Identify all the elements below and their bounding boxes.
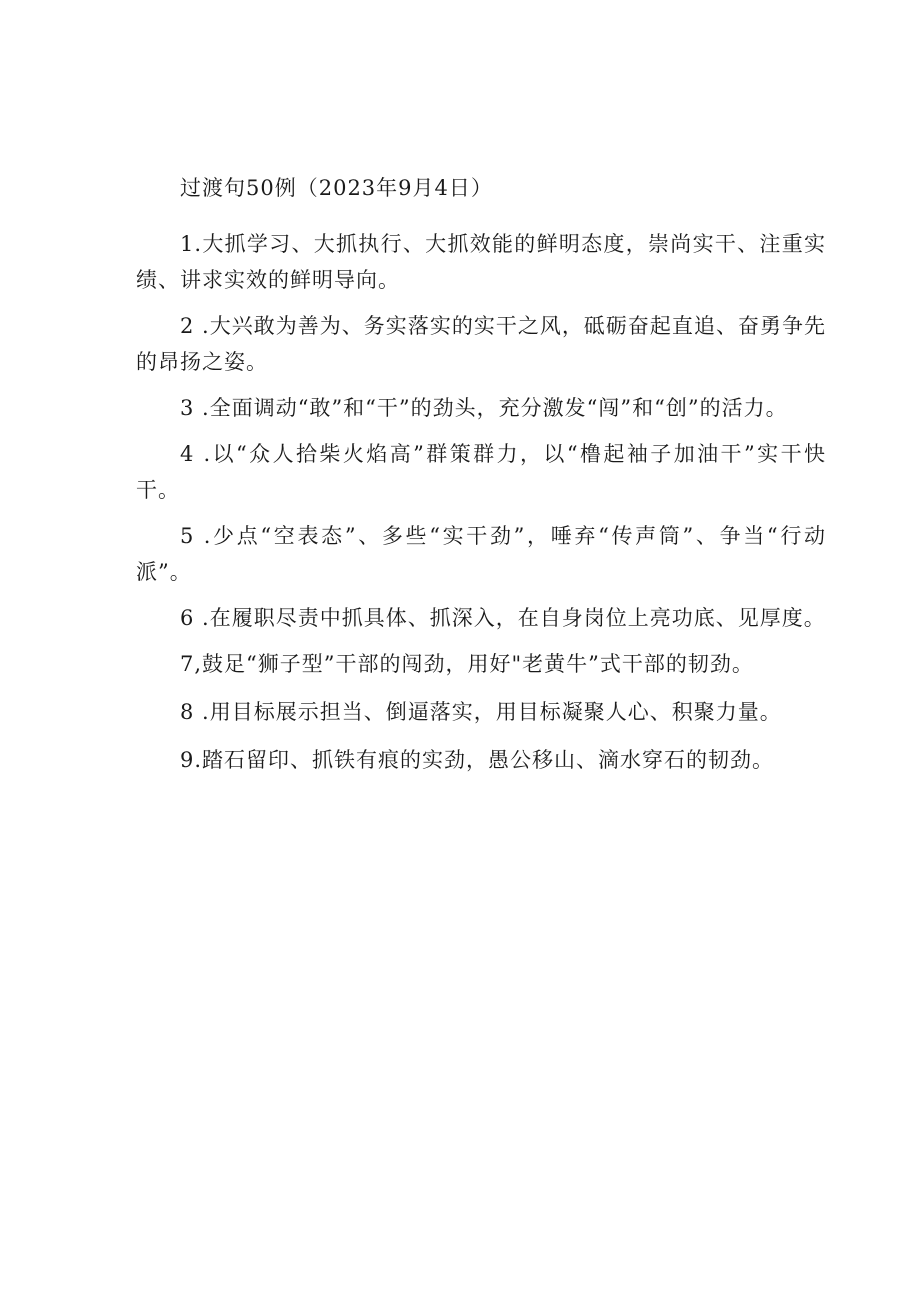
list-item-3: 3 .全面调动“敢”和“干”的劲头，充分激发“闯”和“创”的活力。	[180, 396, 788, 420]
document-title: 过渡句50例（2023年9月4日）	[180, 176, 493, 200]
document-body	[136, 170, 826, 790]
list-item-5: 5 .少点“空表态”、多些“实干劲”，唾弃“传声筒”、争当“行动派”。	[136, 524, 826, 584]
list-item-7: 7,鼓足“狮子型”干部的闯劲，用好"老黄牛”式干部的韧劲。	[180, 652, 754, 676]
list-item-1: 1.大抓学习、大抓执行、大抓效能的鲜明态度，崇尚实干、注重实绩、讲求实效的鲜明导向。	[136, 232, 826, 292]
list-item-4: 4 .以“众人拾柴火焰高”群策群力，以“橹起袖子加油干”实干快干。	[136, 442, 826, 502]
list-item-8: 8 .用目标展示担当、倒逼落实，用目标凝聚人心、积聚力量。	[180, 700, 782, 724]
list-item-6: 6 .在履职尽责中抓具体、抓深入，在自身岗位上亮功底、见厚度。	[180, 606, 826, 630]
list-item-9: 9.踏石留印、抓铁有痕的实劲，愚公移山、滴水穿石的韧劲。	[180, 748, 775, 772]
list-item-2: 2 .大兴敢为善为、务实落实的实干之风，砥砺奋起直追、奋勇争先的昂扬之姿。	[136, 314, 826, 374]
